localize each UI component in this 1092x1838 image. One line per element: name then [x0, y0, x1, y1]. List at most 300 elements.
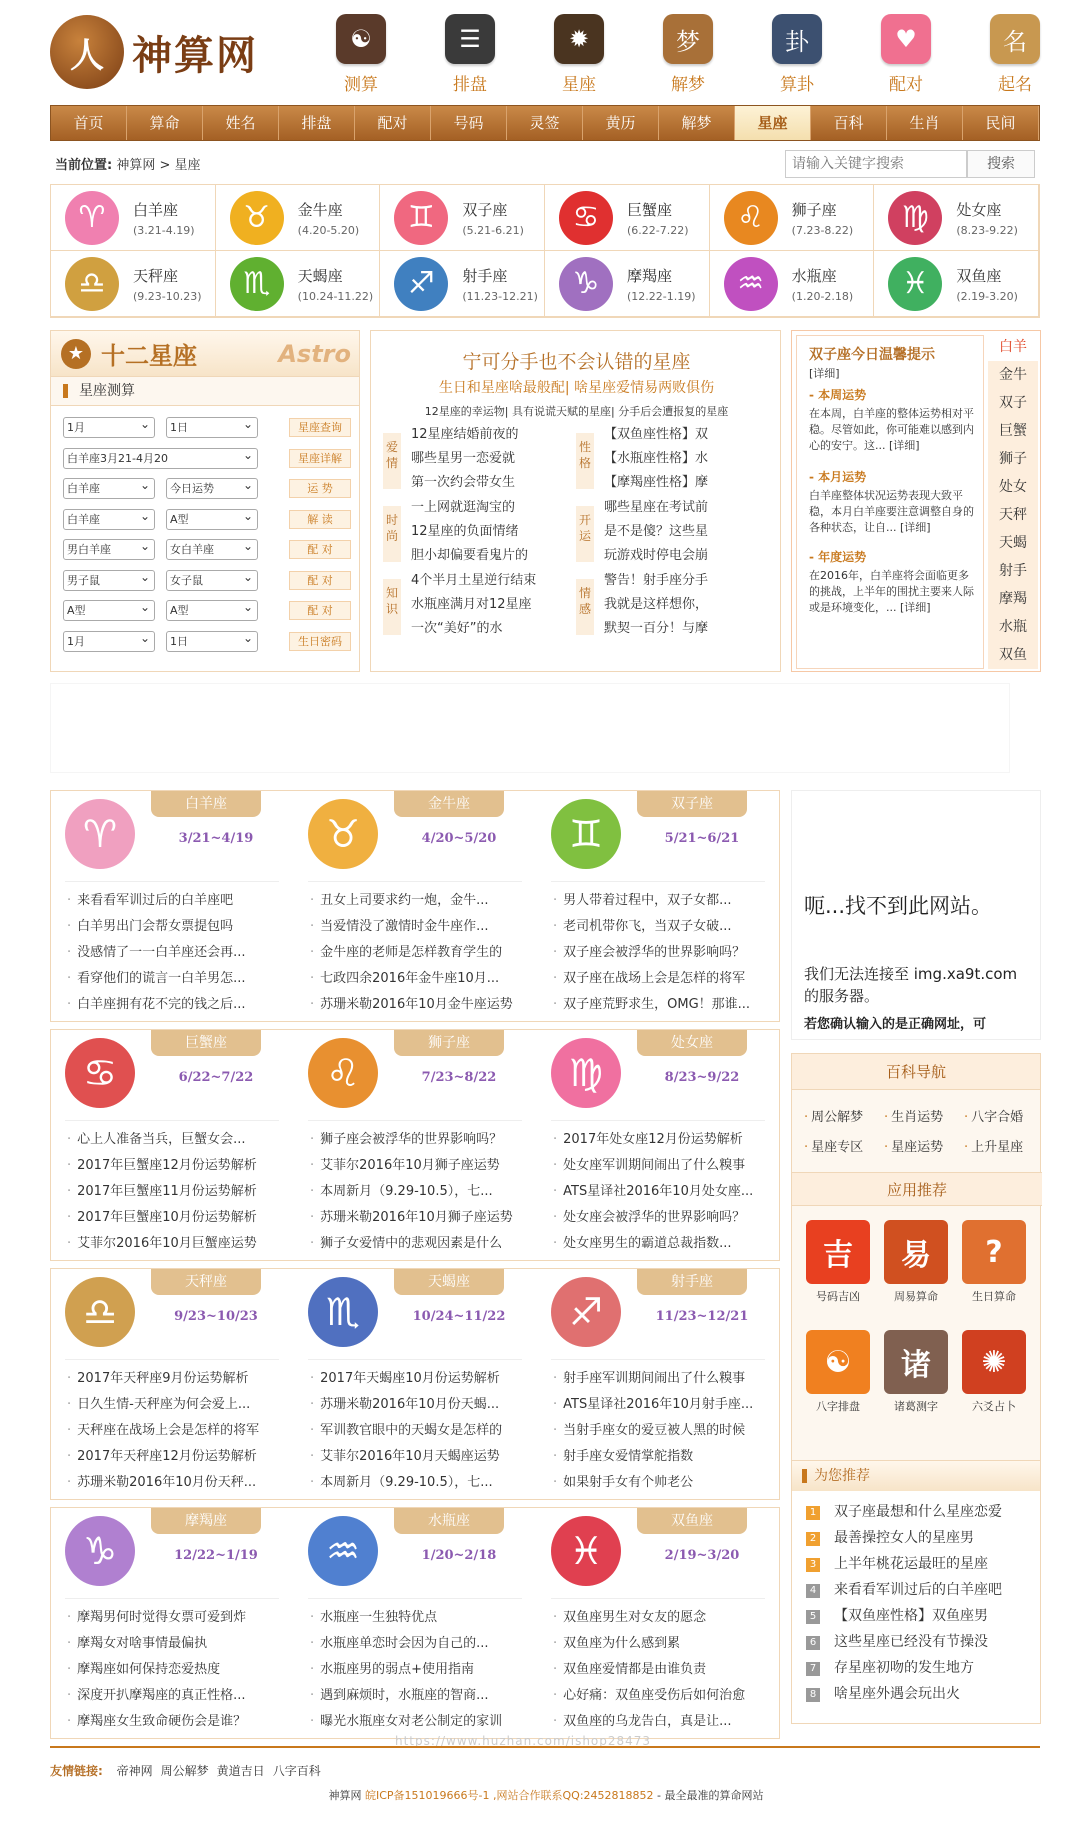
zodiac-cell[interactable] [216, 185, 381, 251]
article-link[interactable]: 我就是这样想你， [604, 597, 709, 612]
ad-placeholder [50, 683, 1010, 773]
footer-icp[interactable]: 皖ICP备151019666号-1 ,网站合作联系QQ:2452818852 [365, 1789, 654, 1802]
baike-link[interactable]: · 八字合婚 [964, 1106, 1023, 1125]
calc-row [63, 631, 351, 653]
zodiac-cartoon-icon: ♑ [65, 1516, 135, 1586]
app-tile[interactable] [880, 1220, 952, 1304]
calc-button[interactable]: 解 读 [289, 510, 351, 529]
zodiac-column [537, 1269, 780, 1501]
recommend-item[interactable] [806, 1605, 988, 1625]
zodiac-tag[interactable]: 射手座 [637, 1269, 747, 1295]
tips-tab[interactable]: 狮子 [988, 445, 1038, 473]
zodiac-name: 天秤座 [133, 266, 179, 285]
zodiac-column [537, 1030, 780, 1262]
category-label: 时尚 [383, 506, 401, 562]
breadcrumb-current[interactable]: 星座 [174, 158, 201, 173]
zodiac-cartoon-icon: ♋ [65, 1038, 135, 1108]
zodiac-cell[interactable] [710, 185, 875, 251]
zodiac-tag[interactable]: 双子座 [637, 791, 747, 817]
recommend-text: 存星座初吻的发生地方 [834, 1660, 974, 1676]
nav-item[interactable]: 排盘 [279, 106, 355, 140]
app-tile[interactable] [880, 1330, 952, 1414]
nav-item[interactable]: 配对 [355, 106, 431, 140]
calc-button[interactable]: 星座查询 [289, 418, 351, 437]
select-b[interactable]: 女子鼠 ⌄ [166, 570, 258, 591]
daily-tips-panel [791, 330, 1041, 672]
select-a[interactable]: 男白羊座 ⌄ [63, 539, 155, 560]
app-label: 周易算命 [894, 1290, 938, 1303]
featured-title[interactable]: 宁可分手也不会认错的星座 [462, 351, 691, 373]
article-link[interactable]: 12星座结婚前夜的 [411, 427, 519, 442]
app-tile[interactable] [802, 1330, 874, 1414]
article-link[interactable]: 哪些星男一恋爱就 [411, 451, 516, 466]
select-b[interactable]: A型 ⌄ [166, 509, 258, 530]
zodiac-icon: ♍ [888, 191, 942, 245]
topnav-item[interactable] [653, 14, 723, 98]
zodiac-name: 水瓶座 [791, 266, 837, 285]
recommend-item[interactable] [806, 1631, 988, 1651]
zodiac-tag[interactable]: 白羊座 [151, 791, 261, 817]
zodiac-column [51, 791, 294, 1023]
zodiac-cartoon-icon: ♍ [551, 1038, 621, 1108]
copyright [0, 1787, 1092, 1803]
zodiac-icon: ♈ [65, 191, 119, 245]
zodiac-icon: ♐ [394, 257, 448, 311]
zodiac-cartoon-icon: ♌ [308, 1038, 378, 1108]
zodiac-icon: ♓ [888, 257, 942, 311]
tips-tab[interactable]: 巨蟹 [988, 417, 1038, 445]
article-link[interactable]: · ATS星译社2016年10月射手座... [553, 1393, 767, 1412]
topnav-item[interactable] [762, 14, 832, 98]
article-link[interactable]: 【摩羯座性格】摩 [604, 475, 709, 490]
zodiac-cell[interactable] [545, 251, 710, 317]
error-line: 我们无法连接至 img.xa9t.com 的服务器。 [804, 965, 1018, 1005]
zodiac-tag[interactable]: 天蝎座 [394, 1269, 504, 1295]
nav-item[interactable]: 星座 [735, 106, 811, 140]
app-label: 八字排盘 [816, 1400, 860, 1413]
zodiac-text [133, 265, 202, 303]
zodiac-cartoon-icon: ♈ [65, 799, 135, 869]
friend-link[interactable]: 黄道吉日 [216, 1764, 265, 1778]
select-long[interactable]: 白羊座3月21-4月20 ⌄ [63, 448, 258, 469]
zodiac-tag[interactable]: 水瓶座 [394, 1508, 504, 1534]
article-link[interactable]: 水瓶座满月对12星座 [411, 597, 532, 612]
zodiac-date-range: 10/24~11/22 [412, 1309, 506, 1324]
friend-links [50, 1762, 329, 1779]
friend-link[interactable]: 帝神网 [116, 1764, 153, 1778]
zodiac-text [462, 199, 524, 237]
article-link[interactable]: · 七政四余2016年金牛座10月... [310, 967, 524, 986]
nav-item[interactable]: 民间 [963, 106, 1039, 140]
zodiac-cell[interactable] [380, 185, 545, 251]
topnav-item[interactable] [544, 14, 614, 98]
article-link[interactable]: · 2017年天秤座12月份运势解析 [67, 1445, 281, 1464]
calc-button[interactable]: 配 对 [289, 571, 351, 590]
tips-year-head: - 年度运势 [809, 550, 867, 564]
article-link[interactable]: 【双鱼座性格】双 [604, 427, 709, 442]
article-link[interactable]: 胆小却偏要看鬼片的 [411, 548, 529, 563]
zodiac-cartoon-icon: ♏ [308, 1277, 378, 1347]
article-link[interactable]: · 摩羯女对啥事情最偏执 [67, 1632, 281, 1651]
topnav-label: 测算 [344, 75, 378, 95]
article-link[interactable]: · 日久生情-天秤座为何会爱上... [67, 1393, 281, 1412]
article-link[interactable]: · 狮子座会被浮华的世界影响吗？ [310, 1128, 524, 1147]
nav-item[interactable]: 号码 [431, 106, 507, 140]
birthday-book-icon: ? [962, 1220, 1026, 1284]
zodiac-icon: ♑ [559, 257, 613, 311]
article-link[interactable]: · 军训教官眼中的天蝎女是怎样的 [310, 1419, 524, 1438]
zodiac-cell[interactable] [874, 251, 1039, 317]
tips-detail-link[interactable]: [详细] [809, 367, 840, 380]
article-link[interactable]: · 水瓶座男的弱点+使用指南 [310, 1658, 524, 1677]
article-link[interactable]: · 2017年天秤座9月份运势解析 [67, 1367, 281, 1386]
article-link[interactable]: · 丑女上司要求约一炮，金牛... [310, 889, 524, 908]
zodiac-cell[interactable] [545, 185, 710, 251]
astrolabe-icon: ✹ [554, 14, 604, 64]
nav-item[interactable]: 黄历 [583, 106, 659, 140]
zodiac-column [537, 1508, 780, 1740]
recommend-text: 最善操控女人的星座男 [834, 1530, 974, 1546]
article-link[interactable]: · 处女座男生的霸道总裁指数... [553, 1232, 767, 1251]
article-link[interactable]: · 艾菲尔2016年10月狮子座运势 [310, 1154, 524, 1173]
nav-item[interactable]: 姓名 [203, 106, 279, 140]
article-link[interactable]: · 白羊座拥有花不完的钱之后... [67, 993, 281, 1012]
tips-week-text[interactable]: 在本周，白羊座的整体运势相对平稳。尽管如此，你可能难以感到内心的安宁。这... [详细] [809, 407, 974, 452]
zodiac-column [294, 1269, 537, 1501]
zodiac-date-range: 12/22~1/19 [174, 1548, 258, 1563]
nav-item[interactable]: 生肖 [887, 106, 963, 140]
zodiac-icon: ♏ [230, 257, 284, 311]
article-link[interactable]: 警告！射手座分手 [604, 573, 709, 588]
article-link[interactable]: · 本周新月（9.29-10.5），七... [310, 1471, 524, 1490]
zodiac-block [50, 1507, 780, 1739]
zodiac-column [294, 791, 537, 1023]
divider [308, 881, 522, 882]
article-link[interactable]: · 2017年处女座12月份运势解析 [553, 1128, 767, 1147]
zodiac-block [50, 790, 780, 1022]
nav-item[interactable]: 算命 [127, 106, 203, 140]
article-link[interactable]: · 双子座会被浮华的世界影响吗？ [553, 941, 767, 960]
zodiac-icon: ♉ [230, 191, 284, 245]
article-link[interactable]: · 2017年天蝎座10月份运势解析 [310, 1367, 524, 1386]
divider [551, 1598, 765, 1599]
app-tile[interactable] [802, 1220, 874, 1304]
select-a[interactable]: 男子鼠 ⌄ [63, 570, 155, 591]
sidebar-baike [791, 1053, 1041, 1467]
zodiac-cell[interactable] [51, 185, 216, 251]
article-link[interactable]: · 双鱼座男生对女友的愿念 [553, 1606, 767, 1625]
article-link[interactable]: 一次“美好”的水 [411, 621, 503, 636]
featured-panel [370, 330, 781, 672]
tips-title[interactable]: 双子座今日温馨提示 [809, 347, 935, 363]
article-link[interactable]: 【水瓶座性格】水 [604, 451, 709, 466]
nav-item[interactable]: 首页 [51, 106, 127, 140]
bamboo-slips-icon: 卦 [772, 14, 822, 64]
zodiac-date-range: 11/23~12/21 [655, 1309, 749, 1324]
panel-header [51, 331, 359, 376]
zodiac-name: 金牛座 [297, 200, 343, 219]
zodiac-icon: ♋ [559, 191, 613, 245]
tips-tab[interactable]: 处女 [988, 473, 1038, 501]
zodiac-text [133, 199, 195, 237]
rank-number: 4 [806, 1584, 820, 1598]
article-link[interactable]: · 双子座荒野求生，OMG！那谁... [553, 993, 767, 1012]
bazi-icon: ☯ [806, 1330, 870, 1394]
calc-button[interactable]: 运 势 [289, 479, 351, 498]
tips-tab[interactable]: 金牛 [988, 361, 1038, 389]
site-logo[interactable] [50, 12, 280, 92]
star-icon: ★ [61, 339, 91, 369]
article-link[interactable]: · 2017年巨蟹座11月份运势解析 [67, 1180, 281, 1199]
recommend-item[interactable] [806, 1579, 1002, 1599]
select-b[interactable]: 女白羊座 ⌄ [166, 539, 258, 560]
calc-row [63, 478, 351, 500]
tips-year-text[interactable]: 在2016年，白羊座将会面临更多的挑战，上半年的围扰主要来人际或是环境变化，... [详细] [809, 569, 974, 614]
app-tile[interactable] [958, 1330, 1030, 1414]
zodiac-column [51, 1508, 294, 1740]
article-link[interactable]: · 摩羯男何时觉得女票可爱到炸 [67, 1606, 281, 1625]
article-link[interactable]: · 天秤座在战场上会是怎样的将军 [67, 1419, 281, 1438]
baike-title: 百科导航 [792, 1054, 1040, 1090]
topnav-item[interactable] [326, 14, 396, 98]
select-a[interactable]: 1月 ⌄ [63, 631, 155, 652]
zodiac-text [462, 265, 538, 303]
article-link[interactable]: · 水瓶座单恋时会因为自己的... [310, 1632, 524, 1651]
zodiac-cell[interactable] [874, 185, 1039, 251]
select-b[interactable]: A型 ⌄ [166, 600, 258, 621]
calc-button[interactable]: 星座详解 [289, 449, 351, 468]
article-link[interactable]: · 当爱情没了激情时金牛座作... [310, 915, 524, 934]
article-link[interactable]: · 处女座会被浮华的世界影响吗？ [553, 1206, 767, 1225]
zodiac-text [956, 265, 1018, 303]
panel-title: 十二星座 [101, 342, 197, 370]
zodiac-cartoon-icon: ♉ [308, 799, 378, 869]
tips-tab[interactable]: 天蝎 [988, 529, 1038, 557]
zodiac-date: (9.23-10.23) [133, 289, 202, 303]
breadcrumb [55, 154, 201, 173]
article-link[interactable]: · 如果射手女有个帅老公 [553, 1471, 767, 1490]
article-link[interactable]: · 心好痛：双鱼座受伤后如何治愈 [553, 1684, 767, 1703]
article-link[interactable]: · 艾菲尔2016年10月天蝎座运势 [310, 1445, 524, 1464]
article-link[interactable]: · 曝光水瓶座女对老公制定的家训 [310, 1710, 524, 1729]
zodiac-cell[interactable] [216, 251, 381, 317]
tips-tab[interactable]: 天秤 [988, 501, 1038, 529]
zodiac-tag[interactable]: 处女座 [637, 1030, 747, 1056]
zodiac-cartoon-icon: ♐ [551, 1277, 621, 1347]
article-link[interactable]: · 深度开扒摩羯座的真正性格... [67, 1684, 281, 1703]
name-icon: 名 [990, 14, 1040, 64]
article-link[interactable]: · 心上人准备当兵，巨蟹女会... [67, 1128, 281, 1147]
search-input[interactable] [785, 150, 967, 178]
zodiac-cell[interactable] [380, 251, 545, 317]
featured-links[interactable]: 12星座的幸运物| 具有说谎天赋的星座| 分手后会遭报复的星座 [424, 405, 729, 418]
article-link[interactable]: · 苏珊米勒2016年10月狮子座运势 [310, 1206, 524, 1225]
article-link[interactable]: · 苏珊米勒2016年10月份天蝎... [310, 1393, 524, 1412]
article-link[interactable]: · 双鱼座爱情都是由谁负责 [553, 1658, 767, 1677]
zodiac-date-range: 4/20~5/20 [421, 831, 497, 846]
article-link[interactable]: · ATS星译社2016年10月处女座... [553, 1180, 767, 1199]
select-a[interactable]: 1月 ⌄ [63, 417, 155, 438]
recommend-text: 【双鱼座性格】双鱼座男 [834, 1608, 988, 1624]
select-a[interactable]: 白羊座 ⌄ [63, 509, 155, 530]
zodiac-tag[interactable]: 天秤座 [151, 1269, 261, 1295]
lucky-number-icon: 吉 [806, 1220, 870, 1284]
topnav-item[interactable] [871, 14, 941, 98]
article-link[interactable]: · 来看看军训过后的白羊座吧 [67, 889, 281, 908]
zodiac-icon: ♊ [394, 191, 448, 245]
zodiac-tag[interactable]: 金牛座 [394, 791, 504, 817]
zodiac-date: (12.22-1.19) [627, 289, 696, 303]
search-button[interactable]: 搜索 [967, 150, 1035, 178]
calc-button[interactable]: 生日密码 [289, 632, 351, 651]
recommend-title: 为您推荐 [792, 1461, 1040, 1491]
article-link[interactable]: · 摩羯座如何保持恋爱热度 [67, 1658, 281, 1677]
zodiac-date-range: 9/23~10/23 [174, 1309, 258, 1324]
topnav-label: 配对 [889, 75, 923, 95]
article-link[interactable]: · 金牛座的老师是怎样教育学生的 [310, 941, 524, 960]
category-label: 性格 [576, 433, 594, 489]
zodiac-tag[interactable]: 摩羯座 [151, 1508, 261, 1534]
tips-tab[interactable]: 射手 [988, 557, 1038, 585]
article-link[interactable]: · 遇到麻烦时，水瓶座的智商... [310, 1684, 524, 1703]
article-link[interactable]: 是不是傻？这些星 [604, 524, 709, 539]
tips-tab[interactable]: 白羊 [988, 333, 1038, 361]
select-b[interactable]: 1日 ⌄ [166, 631, 258, 652]
topnav-item[interactable] [980, 14, 1050, 98]
nav-item[interactable]: 灵签 [507, 106, 583, 140]
article-link[interactable]: · 双子座在战场上会是怎样的将军 [553, 967, 767, 986]
tips-content [796, 335, 984, 669]
zodiac-cartoon-icon: ♒ [308, 1516, 378, 1586]
zodiac-name: 天蝎座 [297, 266, 343, 285]
zodiac-cell[interactable] [710, 251, 875, 317]
nav-item[interactable]: 解梦 [659, 106, 735, 140]
article-link[interactable]: · 狮子女爱情中的悲观因素是什么 [310, 1232, 524, 1251]
nav-item[interactable]: 百科 [811, 106, 887, 140]
friend-link[interactable]: 周公解梦 [160, 1764, 209, 1778]
calc-button[interactable]: 配 对 [289, 540, 351, 559]
tips-month-head: - 本月运势 [809, 470, 867, 484]
zodiac-name: 摩羯座 [627, 266, 673, 285]
article-link[interactable]: · 本周新月（9.29-10.5），七... [310, 1180, 524, 1199]
zodiac-date: (6.22-7.22) [627, 223, 689, 237]
article-link[interactable]: · 苏珊米勒2016年10月份天秤... [67, 1471, 281, 1490]
recommend-item[interactable] [806, 1683, 960, 1703]
article-link[interactable]: · 双鱼座为什么感到累 [553, 1632, 767, 1651]
article-link[interactable]: 一上网就逛淘宝的 [411, 500, 516, 515]
zodiac-cell[interactable] [51, 251, 216, 317]
article-link[interactable]: 玩游戏时停电会崩 [604, 548, 709, 563]
article-link[interactable]: · 2017年巨蟹座12月份运势解析 [67, 1154, 281, 1173]
article-link[interactable]: · 当射手座女的爱豆被人黑的时候 [553, 1419, 767, 1438]
app-tile[interactable] [958, 1220, 1030, 1304]
calc-button[interactable]: 配 对 [289, 601, 351, 620]
zodiac-date: (2.19-3.20) [956, 289, 1018, 303]
zodiac-date-range: 6/22~7/22 [178, 1070, 254, 1085]
article-link[interactable]: 4个半月土星逆行结束 [411, 573, 537, 588]
recommend-item[interactable] [806, 1553, 988, 1573]
calc-row [63, 570, 351, 592]
zodiac-tag[interactable]: 双鱼座 [637, 1508, 747, 1534]
article-link[interactable]: 第一次约会带女生 [411, 475, 516, 490]
recommend-item[interactable] [806, 1501, 1002, 1521]
broken-embed [791, 790, 1041, 1040]
article-link[interactable]: · 艾菲尔2016年10月巨蟹座运势 [67, 1232, 281, 1251]
article-link[interactable]: · 白羊男出门会帮女票提包吗 [67, 915, 281, 934]
zodiac-date-range: 1/20~2/18 [421, 1548, 497, 1563]
article-link[interactable]: · 处女座军训期间闹出了什么糗事 [553, 1154, 767, 1173]
recommend-item[interactable] [806, 1657, 974, 1677]
zodiac-name: 双子座 [462, 200, 508, 219]
tips-tab[interactable]: 双子 [988, 389, 1038, 417]
baike-link[interactable]: · 星座运势 [884, 1136, 943, 1155]
calc-row [63, 417, 351, 439]
baike-link[interactable]: · 上升星座 [964, 1136, 1023, 1155]
breadcrumb-home[interactable]: 神算网 [116, 158, 156, 173]
select-b[interactable]: 今日运势 ⌄ [166, 478, 258, 499]
tips-month-text[interactable]: 白羊座整体状况运势表现大致平稳，本月白羊座要注意调整自身的各种状态，让自... [详细] [809, 489, 974, 534]
article-link[interactable]: · 射手座军训期间闹出了什么糗事 [553, 1367, 767, 1386]
zodiac-block [50, 1268, 780, 1500]
select-b[interactable]: 1日 ⌄ [166, 417, 258, 438]
article-link[interactable]: · 2017年巨蟹座10月份运势解析 [67, 1206, 281, 1225]
article-link[interactable]: · 老司机带你飞，当双子女破... [553, 915, 767, 934]
panel-astro-text: Astro [278, 339, 351, 368]
recommend-item[interactable] [806, 1527, 974, 1547]
article-link[interactable]: · 双鱼座的乌龙告白，真是让... [553, 1710, 767, 1729]
rank-number: 3 [806, 1558, 820, 1572]
tips-tab[interactable]: 水瓶 [988, 613, 1038, 641]
baike-link[interactable]: · 周公解梦 [804, 1106, 863, 1125]
app-label: 诸葛测字 [894, 1400, 938, 1413]
select-a[interactable]: A型 ⌄ [63, 600, 155, 621]
zodiac-column [51, 1269, 294, 1501]
rank-number: 2 [806, 1532, 820, 1546]
tips-week-head: - 本周运势 [809, 388, 867, 402]
zodiac-name: 白羊座 [133, 200, 179, 219]
article-link[interactable]: · 水瓶座一生独特优点 [310, 1606, 524, 1625]
zodiac-name: 双鱼座 [956, 266, 1002, 285]
topnav-item[interactable] [435, 14, 505, 98]
tips-tab[interactable]: 双鱼 [988, 641, 1038, 669]
article-link[interactable]: 哪些星座在考试前 [604, 500, 709, 515]
tips-tab[interactable]: 摩羯 [988, 585, 1038, 613]
baike-link[interactable]: · 生肖运势 [884, 1106, 943, 1125]
app-label: 号码吉凶 [816, 1290, 860, 1303]
zodiac-tag[interactable]: 巨蟹座 [151, 1030, 261, 1056]
article-link[interactable]: · 男人带着过程中，双子女都... [553, 889, 767, 908]
article-link[interactable]: 默契一百分！与摩 [604, 621, 709, 636]
zodiac-date-range: 3/21~4/19 [178, 831, 254, 846]
article-link[interactable]: 12星座的负面情绪 [411, 524, 519, 539]
zodiac-column [537, 791, 780, 1023]
article-link[interactable]: · 射手座女爱情掌舵指数 [553, 1445, 767, 1464]
tips-tabs [988, 333, 1038, 669]
article-link[interactable]: · 没感情了一一白羊座还会再... [67, 941, 281, 960]
footer-site[interactable]: 神算网 [328, 1789, 362, 1802]
recommend-text: 来看看军训过后的白羊座吧 [834, 1582, 1002, 1598]
zodiac-tag[interactable]: 狮子座 [394, 1030, 504, 1056]
friend-link[interactable]: 八字百科 [272, 1764, 321, 1778]
select-a[interactable]: 白羊座 ⌄ [63, 478, 155, 499]
featured-subtitle[interactable]: 生日和星座啥最般配| 啥星座爱情易两败俱伤 [438, 380, 715, 396]
breadcrumb-separator: > [159, 158, 171, 173]
category-label: 知识 [383, 579, 401, 635]
article-link[interactable]: · 看穿他们的谎言一白羊男怎... [67, 967, 281, 986]
article-link[interactable]: · 摩羯座女生致命硬伤会是谁？ [67, 1710, 281, 1729]
baike-link[interactable]: · 星座专区 [804, 1136, 863, 1155]
article-link[interactable]: · 苏珊米勒2016年10月金牛座运势 [310, 993, 524, 1012]
